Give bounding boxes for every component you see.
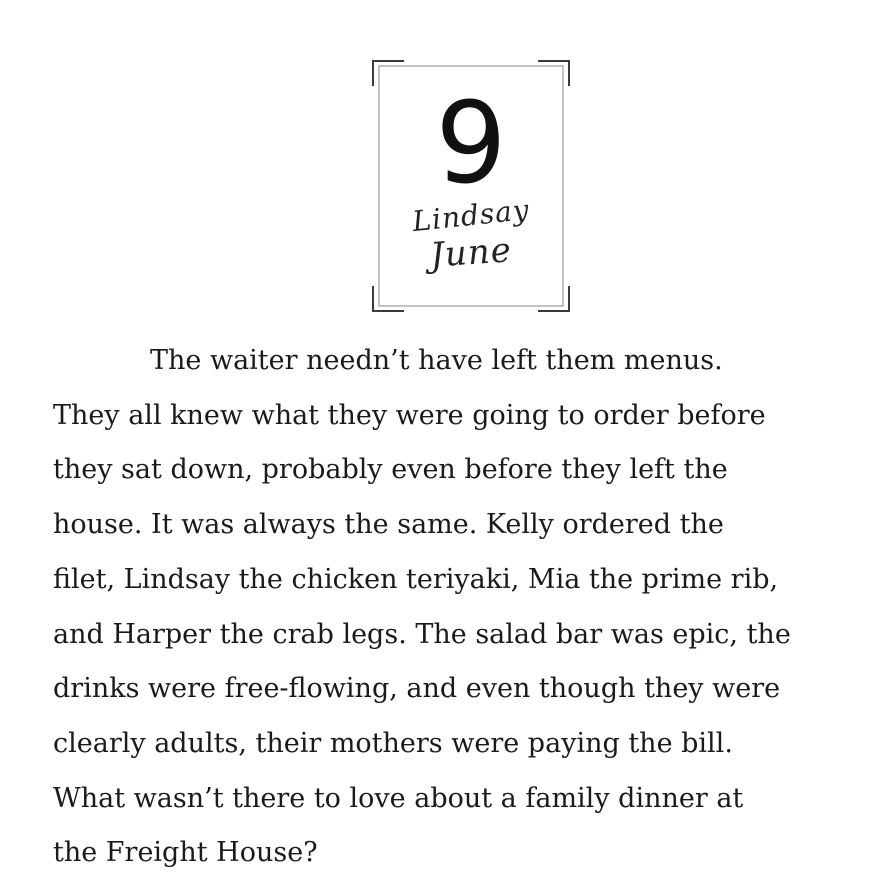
- paragraph-line: drinks were free-flowing, and even though they were: [53, 673, 781, 705]
- paragraph-line: clearly adults, their mothers were paying the bill.: [53, 727, 733, 759]
- chapter-heading: [372, 60, 570, 312]
- chapter-name-first: Lindsay: [410, 192, 532, 239]
- paragraph-line: filet, Lindsay the chicken teriyaki, Mia the prime rib,: [53, 563, 779, 595]
- paragraph-line: They all knew what they were going to order before: [53, 399, 766, 431]
- paragraph-line: What wasn’t there to love about a family dinner at: [53, 782, 744, 814]
- paragraph-line: they sat down, probably even before they left the: [53, 454, 728, 486]
- chapter-number: 9: [435, 79, 507, 209]
- paragraph-line: the Freight House?: [53, 837, 318, 869]
- chapter-name-last: June: [428, 230, 514, 276]
- paragraph-line: The waiter needn’t have left them menus.: [150, 345, 723, 376]
- paragraph-line: and Harper the crab legs. The salad bar was epic, the: [53, 618, 791, 650]
- paragraph-line: house. It was always the same. Kelly ordered the: [53, 509, 724, 541]
- chapter-paragraph: [53, 334, 843, 881]
